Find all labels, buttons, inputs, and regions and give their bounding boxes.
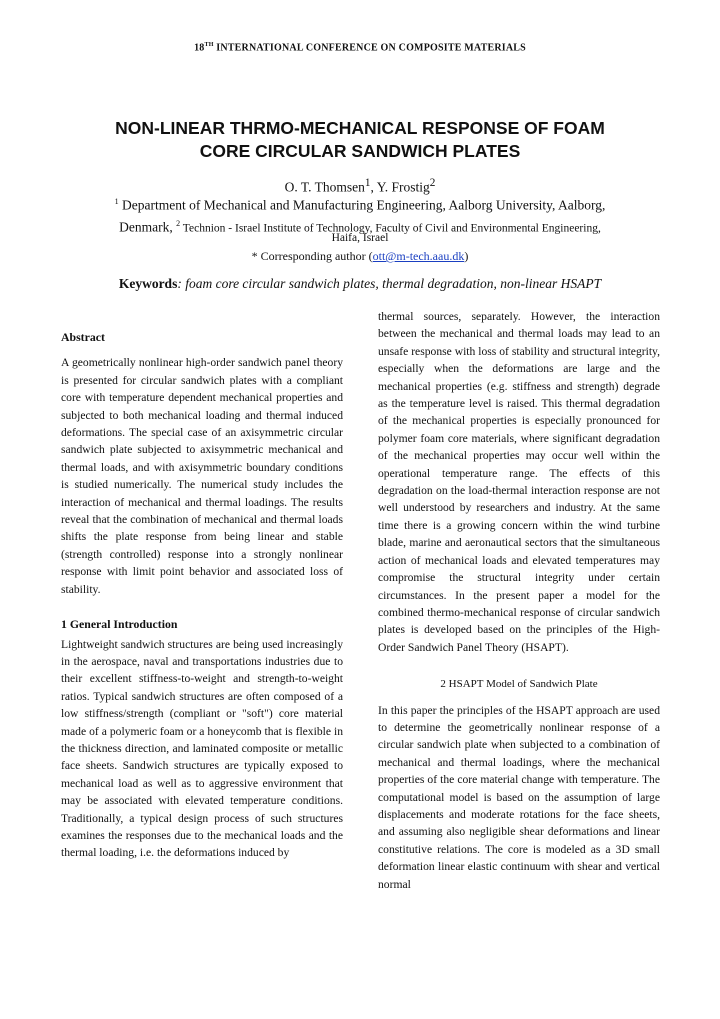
email-link[interactable]: ott@m-tech.aau.dk <box>372 249 465 263</box>
left-column <box>61 329 343 862</box>
abstract-heading: Abstract <box>61 330 105 344</box>
paper-title <box>60 117 660 163</box>
section-2-heading: 2 HSAPT Model of Sandwich Plate <box>440 678 598 691</box>
keywords-text: : foam core circular sandwich plates, thermal degradation, non-linear HSAPT <box>177 276 602 291</box>
right-paragraph-2: In this paper the principles of the HSAPT approach are used to determine the geometrically nonlinear response of a circular sandwich plate when subjected to a combination of mechanical and thermal loadings, where the mechanical properties of the core material change with temperature. The computational model is based on the assumption of large displacements and moderate rotations for the face sheets, and assuming also negligible shear deformations and linear constitutive relations. The core is modeled as a 3D small deformation linear elastic continuum with shear and vertical normal <box>378 703 660 891</box>
right-paragraph-1: thermal sources, separately. However, the interaction between the mechanical and thermal loads may lead to an unsafe response with loss of stability and structural integrity, especially when the deformations are large and the mechanical properties (e.g. stiffness and strength) degrade as the temperature level is raised. This thermal degradation of the mechanical properties is especially pronounced for polymer foam core materials, where significant degradation of the mechanical properties may occur well within the operational temperature range. The effects of this degradation on the load-thermal interaction response are not well understood by researchers and industry. At the same time there is a growing concern within the wind turbine blade, marine and aeronautical sectors that the simultaneous action of mechanical loads and elevated temperatures may compromise the structural integrity under certain circumstances. In the present paper a model for the combined thermo-mechanical response of circular sandwich plates is developed based on the principles of the High-Order Sandwich Panel Theory (HSAPT). <box>378 310 660 654</box>
intro-body: Lightweight sandwich structures are being used increasingly in the aerospace, naval and transportations industries due to their excellent stiffness-to-weight and strength-to-weight ratios. Typical sandwich structures are often composed of a low stiffness/strength (compliant or "soft") core material made of a polymeric foam or a honeycomb that is flexible in the thickness direction, and laminated composite or metallic face sheets. Sandwich structures are typically exposed to mechanical load as well as to aggressive environment that may be associated with elevated temperature conditions. Traditionally, a typical design process of such structures examines the responses due to the mechanical loads and the thermal loading, i.e. the deformations induced by <box>61 637 343 860</box>
conference-header: 18TH INTERNATIONAL CONFERENCE ON COMPOSITE MATERIALS <box>194 42 526 54</box>
affiliations <box>70 193 650 237</box>
corresponding-author: * Corresponding author (ott@m-tech.aau.dk) <box>251 249 469 263</box>
affiliation-line-3: Haifa, Israel <box>331 232 389 244</box>
keywords <box>60 276 660 292</box>
right-column <box>378 308 660 893</box>
intro-heading: 1 General Introduction <box>61 617 178 632</box>
title-line-1: NON-LINEAR THRMO-MECHANICAL RESPONSE OF FOAM <box>115 118 605 138</box>
authors: O. T. Thomsen$^1$, Y. Frostig$^2$ <box>284 177 436 195</box>
affiliation-line-1: $^1$ Department of Mechanical and Manufacturing Engineering, Aalborg University, Aalborg, <box>114 197 606 213</box>
title-line-2: CORE CIRCULAR SANDWICH PLATES <box>199 141 521 161</box>
abstract-body: A geometrically nonlinear high-order sandwich panel theory is presented for circular sandwich plates with a compliant core with temperature dependent mechanical properties and subjected to both mechanical loading and thermal induced deformations. The special case of an axisymmetric circular sandwich plate subjected to axisymmetric mechanical and thermal loads, and with axisymmetric boundary conditions is studied numerically. The numerical study includes the interaction of mechanical and thermal loadings. The results reveal that the combination of mechanical and thermal loads shifts the plate response from being linear and stable (strength controlled) response into a strongly nonlinear response with limit point behavior and associated loss of stability. <box>61 356 343 596</box>
keywords-label: Keywords <box>118 276 178 291</box>
affiliation-line-2: Denmark, $^2$ Technion - Israel Institute of Technology, Faculty of Civil and Environmental Engineering, <box>119 218 601 234</box>
